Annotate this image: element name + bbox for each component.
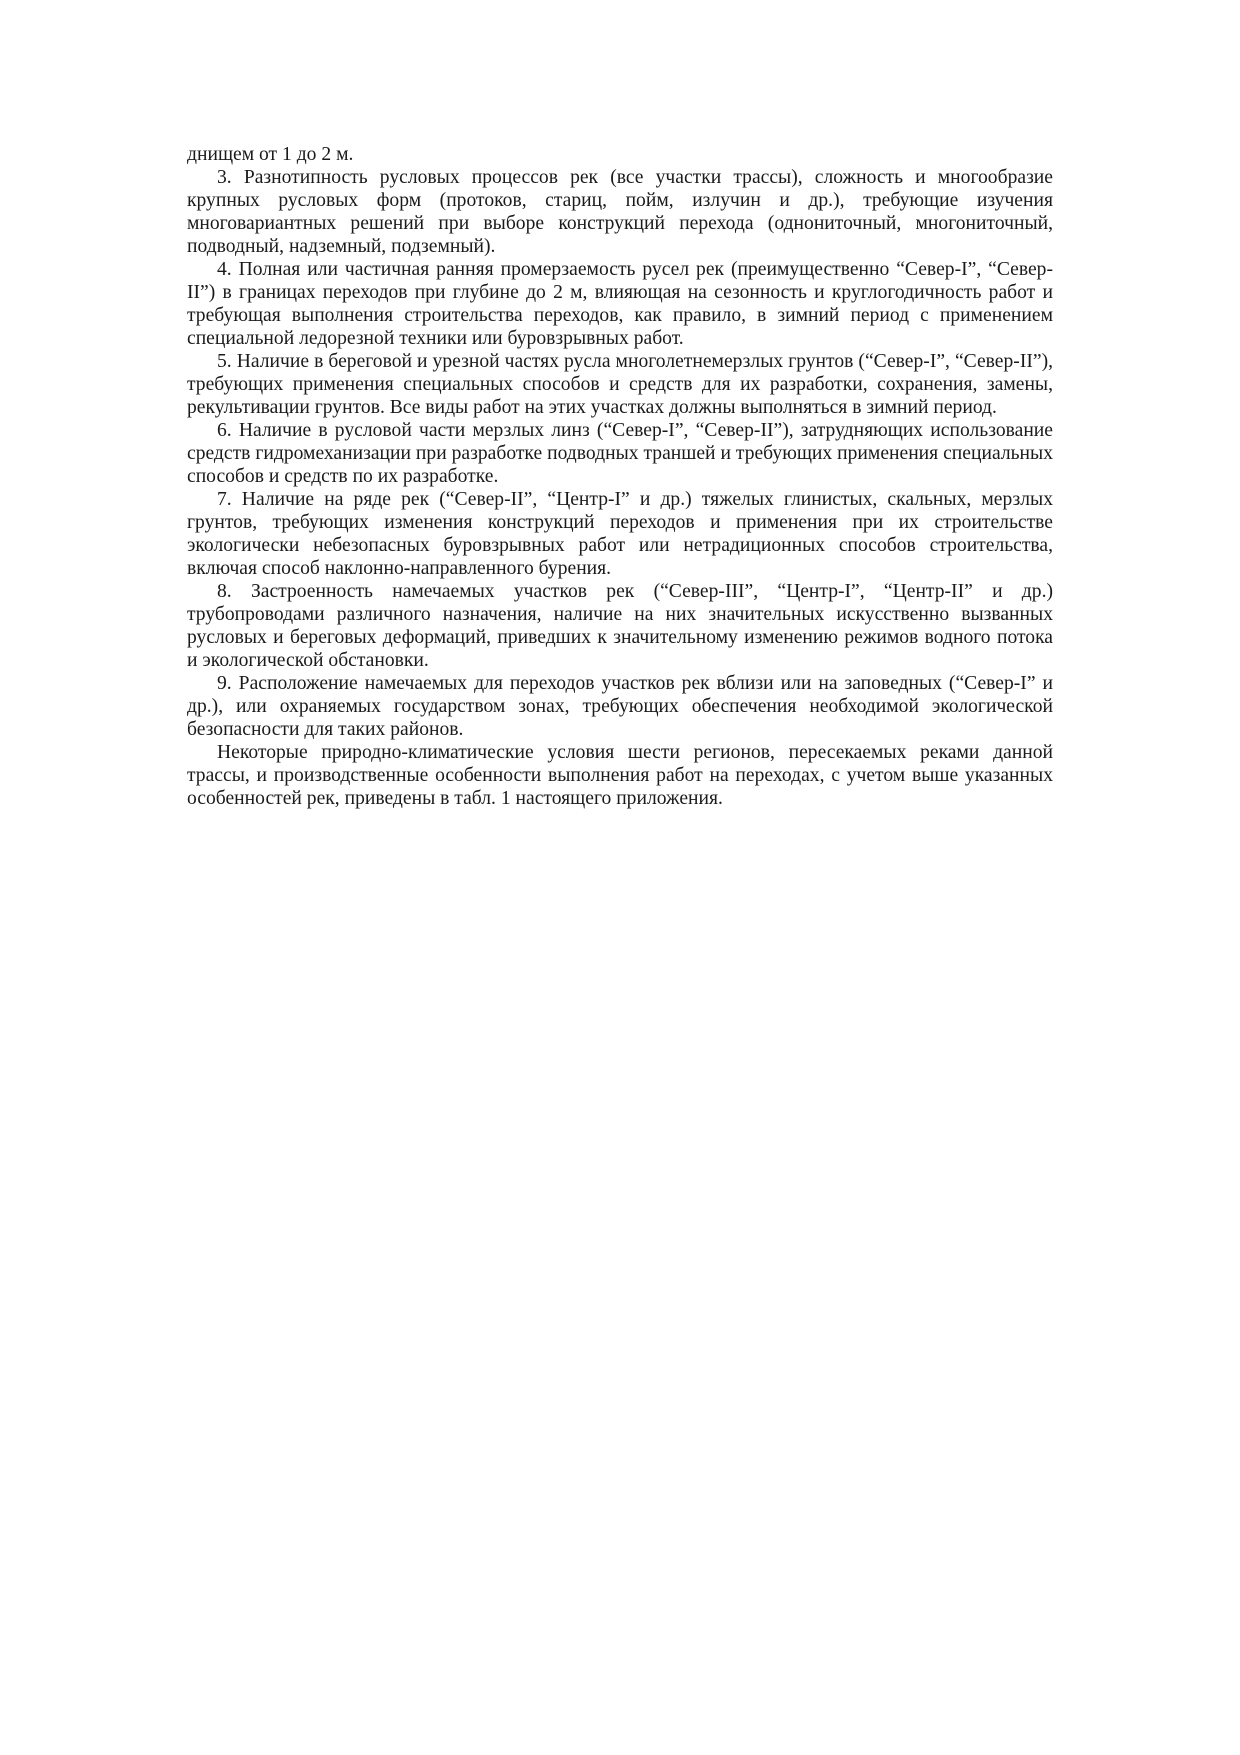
paragraph-continuation: днищем от 1 до 2 м. [187, 144, 354, 165]
paragraph-item-9: 9. Расположение намечаемых для переходов участков рек вблизи или на заповедных (“Север-I” и др.), или охраняемых государством зонах, требующих обеспечения необходимой экологической безопасности для таких районов. [187, 673, 1053, 740]
paragraph-item-8: 8. Застроенность намечаемых участков рек (“Север-III”, “Центр-I”, “Центр-II” и др.) трубопроводами различного назначения, наличие на них значительных искусственно вызванных русловых и береговых деформаций, приведших к значительному изменению режимов водного потока и экологической обстановки. [187, 581, 1053, 671]
paragraph-item-6: 6. Наличие в русловой части мерзлых линз (“Север-I”, “Север-II”), затрудняющих использование средств гидромеханизации при разработке подводных траншей и требующих применения специальных способов и средств по их разработке. [187, 420, 1053, 487]
paragraph-summary: Некоторые природно-климатические условия шести регионов, пересекаемых реками данной трассы, и производственные особенности выполнения работ на переходах, с учетом выше указанных особенностей рек, приведены в табл. 1 настоящего приложения. [187, 742, 1053, 809]
paragraph-item-7: 7. Наличие на ряде рек (“Север-II”, “Центр-I” и др.) тяжелых глинистых, скальных, мерзлых грунтов, требующих изменения конструкций переходов и применения при их строительстве экологически небезопасных буровзрывных работ или нетрадиционных способов строительства, включая способ наклонно-направленного бурения. [187, 489, 1053, 579]
paragraph-item-5: 5. Наличие в береговой и урезной частях русла многолетнемерзлых грунтов (“Север-I”, “Север-II”), требующих применения специальных способов и средств для их разработки, сохранения, замены, рекультивации грунтов. Все виды работ на этих участках должны выполняться в зимний период. [187, 351, 1053, 418]
paragraph-item-4: 4. Полная или частичная ранняя промерзаемость русел рек (преимущественно “Север-I”, “Север-II”) в границах переходов при глубине до 2 м, влияющая на сезонность и круглогодичность работ и требующая выполнения строительства переходов, как правило, в зимний период с применением специальной ледорезной техники или буровзрывных работ. [187, 259, 1053, 349]
document-page [187, 143, 1053, 810]
paragraph-item-3: 3. Разнотипность русловых процессов рек (все участки трассы), сложность и многообразие крупных русловых форм (протоков, стариц, пойм, излучин и др.), требующие изучения многовариантных решений при выборе конструкций перехода (однониточный, многониточный, подводный, надземный, подземный). [187, 167, 1053, 257]
